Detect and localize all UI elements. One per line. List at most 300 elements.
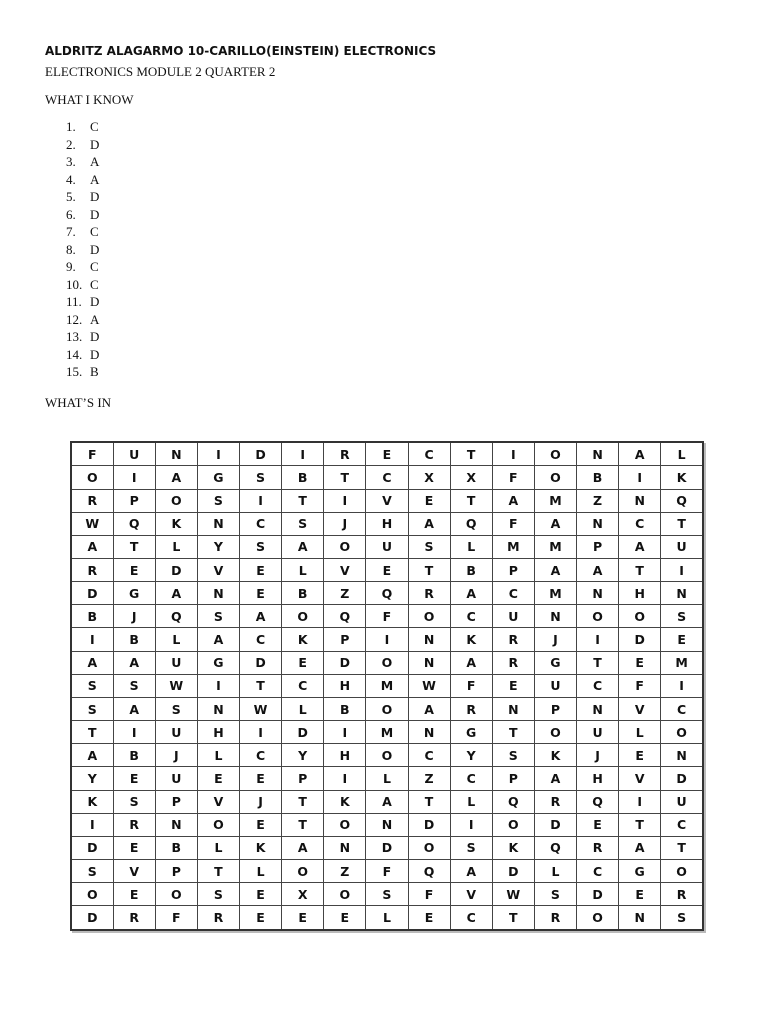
module-title: ELECTRONICS MODULE 2 QUARTER 2 bbox=[45, 64, 276, 79]
grid-cell: C bbox=[240, 628, 282, 651]
grid-row bbox=[71, 883, 703, 906]
grid-cell: U bbox=[155, 767, 197, 790]
grid-cell: C bbox=[240, 744, 282, 767]
grid-cell: R bbox=[71, 559, 113, 582]
grid-cell: B bbox=[577, 466, 619, 489]
grid-cell: S bbox=[408, 535, 450, 558]
grid-cell: O bbox=[324, 883, 366, 906]
grid-cell: L bbox=[197, 744, 239, 767]
grid-cell: P bbox=[324, 628, 366, 651]
grid-cell: F bbox=[492, 512, 534, 535]
grid-cell: E bbox=[240, 883, 282, 906]
answer-item bbox=[66, 311, 99, 329]
grid-cell: C bbox=[408, 744, 450, 767]
answer-number: 1. bbox=[66, 119, 76, 134]
grid-cell: I bbox=[577, 628, 619, 651]
grid-cell: P bbox=[155, 860, 197, 883]
grid-cell: J bbox=[155, 744, 197, 767]
grid-cell: O bbox=[408, 836, 450, 859]
grid-cell: V bbox=[366, 489, 408, 512]
grid-row bbox=[71, 767, 703, 790]
answer-letter: B bbox=[90, 364, 99, 379]
grid-cell: J bbox=[577, 744, 619, 767]
grid-cell: A bbox=[282, 836, 324, 859]
grid-cell: R bbox=[534, 906, 576, 930]
grid-cell: M bbox=[366, 674, 408, 697]
grid-cell: A bbox=[450, 651, 492, 674]
grid-cell: E bbox=[240, 559, 282, 582]
grid-cell: A bbox=[408, 512, 450, 535]
grid-row bbox=[71, 442, 703, 466]
grid-cell: S bbox=[534, 883, 576, 906]
answer-item bbox=[66, 223, 99, 241]
grid-cell: O bbox=[661, 860, 703, 883]
grid-cell: F bbox=[155, 906, 197, 930]
grid-cell: W bbox=[240, 697, 282, 720]
grid-cell: L bbox=[155, 535, 197, 558]
grid-cell: M bbox=[534, 489, 576, 512]
grid-cell: D bbox=[408, 813, 450, 836]
grid-row bbox=[71, 836, 703, 859]
grid-cell: Y bbox=[450, 744, 492, 767]
grid-cell: N bbox=[534, 605, 576, 628]
grid-cell: I bbox=[324, 767, 366, 790]
grid-cell: Q bbox=[113, 512, 155, 535]
grid-cell: F bbox=[366, 605, 408, 628]
grid-cell: Q bbox=[661, 489, 703, 512]
grid-row bbox=[71, 512, 703, 535]
grid-cell: C bbox=[619, 512, 661, 535]
grid-cell: U bbox=[366, 535, 408, 558]
grid-cell: O bbox=[197, 813, 239, 836]
grid-cell: T bbox=[71, 721, 113, 744]
grid-cell: A bbox=[450, 860, 492, 883]
grid-cell: A bbox=[71, 535, 113, 558]
grid-cell: T bbox=[408, 790, 450, 813]
grid-cell: A bbox=[450, 582, 492, 605]
grid-cell: A bbox=[534, 767, 576, 790]
grid-row bbox=[71, 559, 703, 582]
grid-cell: G bbox=[534, 651, 576, 674]
grid-cell: A bbox=[619, 535, 661, 558]
grid-cell: P bbox=[534, 697, 576, 720]
grid-row bbox=[71, 489, 703, 512]
grid-cell: P bbox=[113, 489, 155, 512]
grid-cell: R bbox=[113, 813, 155, 836]
grid-row bbox=[71, 906, 703, 930]
grid-cell: B bbox=[324, 697, 366, 720]
grid-cell: E bbox=[240, 906, 282, 930]
grid-cell: A bbox=[619, 836, 661, 859]
grid-cell: A bbox=[577, 559, 619, 582]
grid-cell: O bbox=[71, 466, 113, 489]
grid-cell: U bbox=[492, 605, 534, 628]
grid-cell: R bbox=[492, 628, 534, 651]
grid-cell: I bbox=[619, 790, 661, 813]
grid-cell: N bbox=[155, 442, 197, 466]
grid-cell: K bbox=[661, 466, 703, 489]
grid-cell: S bbox=[71, 860, 113, 883]
grid-cell: D bbox=[619, 628, 661, 651]
grid-cell: W bbox=[71, 512, 113, 535]
grid-cell: Q bbox=[408, 860, 450, 883]
grid-cell: E bbox=[240, 582, 282, 605]
grid-cell: D bbox=[282, 721, 324, 744]
grid-cell: S bbox=[240, 535, 282, 558]
grid-cell: U bbox=[113, 442, 155, 466]
grid-cell: N bbox=[324, 836, 366, 859]
grid-cell: T bbox=[492, 906, 534, 930]
answer-letter: D bbox=[90, 189, 100, 204]
grid-cell: E bbox=[408, 489, 450, 512]
grid-cell: K bbox=[282, 628, 324, 651]
grid-cell: A bbox=[155, 466, 197, 489]
grid-cell: A bbox=[113, 651, 155, 674]
grid-cell: M bbox=[366, 721, 408, 744]
grid-cell: K bbox=[324, 790, 366, 813]
grid-cell: V bbox=[450, 883, 492, 906]
grid-cell: S bbox=[71, 697, 113, 720]
grid-cell: U bbox=[534, 674, 576, 697]
grid-cell: O bbox=[577, 605, 619, 628]
grid-cell: Q bbox=[534, 836, 576, 859]
grid-cell: T bbox=[113, 535, 155, 558]
grid-row bbox=[71, 651, 703, 674]
answer-item bbox=[66, 258, 99, 276]
grid-cell: N bbox=[577, 697, 619, 720]
grid-cell: O bbox=[282, 605, 324, 628]
answer-letter: C bbox=[90, 259, 99, 274]
grid-cell: C bbox=[661, 697, 703, 720]
grid-cell: A bbox=[282, 535, 324, 558]
grid-cell: O bbox=[324, 535, 366, 558]
grid-cell: O bbox=[408, 605, 450, 628]
grid-cell: H bbox=[197, 721, 239, 744]
what-i-know-heading: WHAT I KNOW bbox=[45, 92, 134, 107]
grid-cell: K bbox=[71, 790, 113, 813]
grid-cell: D bbox=[366, 836, 408, 859]
grid-cell: N bbox=[661, 744, 703, 767]
grid-cell: C bbox=[492, 582, 534, 605]
grid-cell: C bbox=[282, 674, 324, 697]
grid-cell: D bbox=[577, 883, 619, 906]
grid-cell: A bbox=[366, 790, 408, 813]
grid-cell: A bbox=[534, 559, 576, 582]
grid-cell: T bbox=[282, 790, 324, 813]
grid-cell: I bbox=[661, 674, 703, 697]
grid-cell: X bbox=[408, 466, 450, 489]
answer-number: 3. bbox=[66, 154, 76, 169]
grid-cell: B bbox=[282, 466, 324, 489]
answer-number: 11. bbox=[66, 294, 82, 309]
grid-cell: J bbox=[324, 512, 366, 535]
grid-row bbox=[71, 535, 703, 558]
grid-cell: L bbox=[366, 767, 408, 790]
grid-cell: I bbox=[619, 466, 661, 489]
grid-cell: R bbox=[324, 442, 366, 466]
answer-number: 15. bbox=[66, 364, 83, 379]
grid-cell: I bbox=[71, 628, 113, 651]
grid-cell: I bbox=[324, 721, 366, 744]
grid-cell: C bbox=[577, 674, 619, 697]
grid-cell: Q bbox=[577, 790, 619, 813]
word-search-puzzle bbox=[70, 441, 704, 931]
grid-cell: R bbox=[661, 883, 703, 906]
grid-cell: S bbox=[113, 674, 155, 697]
word-search-grid bbox=[70, 441, 704, 931]
grid-cell: Q bbox=[155, 605, 197, 628]
grid-cell: Y bbox=[197, 535, 239, 558]
grid-cell: I bbox=[282, 442, 324, 466]
answer-item bbox=[66, 136, 99, 154]
grid-cell: B bbox=[113, 628, 155, 651]
answer-number: 4. bbox=[66, 171, 76, 187]
grid-cell: F bbox=[71, 442, 113, 466]
grid-cell: I bbox=[113, 721, 155, 744]
grid-cell: Y bbox=[71, 767, 113, 790]
grid-cell: C bbox=[408, 442, 450, 466]
grid-cell: O bbox=[577, 906, 619, 930]
grid-cell: E bbox=[408, 906, 450, 930]
grid-cell: C bbox=[450, 906, 492, 930]
grid-cell: H bbox=[577, 767, 619, 790]
grid-cell: I bbox=[324, 489, 366, 512]
grid-cell: B bbox=[113, 744, 155, 767]
grid-cell: V bbox=[197, 559, 239, 582]
grid-cell: U bbox=[661, 535, 703, 558]
grid-cell: G bbox=[197, 651, 239, 674]
grid-cell: O bbox=[366, 651, 408, 674]
grid-cell: T bbox=[492, 721, 534, 744]
grid-cell: Q bbox=[366, 582, 408, 605]
grid-cell: B bbox=[155, 836, 197, 859]
grid-cell: B bbox=[71, 605, 113, 628]
grid-cell: R bbox=[450, 697, 492, 720]
answer-letter: D bbox=[90, 329, 100, 344]
grid-cell: N bbox=[577, 582, 619, 605]
grid-cell: D bbox=[71, 582, 113, 605]
answer-number: 8. bbox=[66, 241, 76, 257]
grid-cell: A bbox=[71, 651, 113, 674]
grid-cell: S bbox=[197, 605, 239, 628]
grid-cell: E bbox=[113, 883, 155, 906]
grid-cell: L bbox=[450, 535, 492, 558]
grid-cell: R bbox=[534, 790, 576, 813]
grid-cell: D bbox=[324, 651, 366, 674]
grid-cell: O bbox=[619, 605, 661, 628]
grid-cell: E bbox=[282, 906, 324, 930]
grid-cell: T bbox=[661, 512, 703, 535]
grid-cell: T bbox=[577, 651, 619, 674]
grid-cell: A bbox=[408, 697, 450, 720]
grid-cell: N bbox=[619, 906, 661, 930]
grid-cell: X bbox=[282, 883, 324, 906]
answer-item bbox=[66, 293, 99, 311]
answer-item bbox=[66, 346, 99, 364]
grid-cell: P bbox=[282, 767, 324, 790]
grid-cell: P bbox=[492, 767, 534, 790]
grid-cell: E bbox=[492, 674, 534, 697]
grid-cell: L bbox=[534, 860, 576, 883]
grid-cell: E bbox=[366, 442, 408, 466]
grid-cell: R bbox=[197, 906, 239, 930]
answer-letter: D bbox=[90, 241, 100, 257]
grid-cell: L bbox=[197, 836, 239, 859]
grid-cell: I bbox=[71, 813, 113, 836]
answer-number: 13. bbox=[66, 329, 83, 344]
answer-letter: D bbox=[90, 136, 100, 152]
grid-cell: G bbox=[113, 582, 155, 605]
grid-cell: F bbox=[408, 883, 450, 906]
grid-cell: X bbox=[450, 466, 492, 489]
grid-cell: Q bbox=[492, 790, 534, 813]
grid-cell: T bbox=[619, 559, 661, 582]
grid-cell: B bbox=[450, 559, 492, 582]
grid-cell: E bbox=[619, 883, 661, 906]
answer-number: 10. bbox=[66, 276, 83, 292]
answer-letter: D bbox=[90, 294, 100, 309]
grid-cell: I bbox=[366, 628, 408, 651]
grid-row bbox=[71, 466, 703, 489]
grid-cell: E bbox=[661, 628, 703, 651]
grid-cell: A bbox=[492, 489, 534, 512]
grid-cell: L bbox=[661, 442, 703, 466]
grid-cell: R bbox=[113, 906, 155, 930]
grid-cell: N bbox=[492, 697, 534, 720]
grid-cell: G bbox=[619, 860, 661, 883]
grid-cell: K bbox=[450, 628, 492, 651]
answer-letter: A bbox=[90, 171, 100, 187]
grid-cell: U bbox=[577, 721, 619, 744]
grid-cell: R bbox=[71, 489, 113, 512]
answer-item bbox=[66, 118, 99, 136]
grid-cell: N bbox=[619, 489, 661, 512]
grid-cell: A bbox=[113, 697, 155, 720]
grid-cell: O bbox=[155, 883, 197, 906]
grid-cell: T bbox=[282, 813, 324, 836]
grid-cell: O bbox=[534, 442, 576, 466]
grid-cell: S bbox=[661, 906, 703, 930]
grid-row bbox=[71, 697, 703, 720]
grid-cell: K bbox=[534, 744, 576, 767]
grid-cell: E bbox=[619, 744, 661, 767]
grid-cell: T bbox=[282, 489, 324, 512]
grid-cell: M bbox=[534, 535, 576, 558]
grid-cell: I bbox=[240, 721, 282, 744]
grid-cell: N bbox=[408, 651, 450, 674]
grid-cell: C bbox=[577, 860, 619, 883]
grid-cell: V bbox=[113, 860, 155, 883]
grid-cell: Q bbox=[450, 512, 492, 535]
student-name-line: ALDRITZ ALAGARMO 10-CARILLO(EINSTEIN) ELECTRONICS bbox=[45, 44, 437, 58]
grid-cell: L bbox=[450, 790, 492, 813]
grid-cell: K bbox=[492, 836, 534, 859]
grid-row bbox=[71, 628, 703, 651]
grid-cell: J bbox=[240, 790, 282, 813]
answer-letter: A bbox=[90, 154, 100, 169]
grid-cell: I bbox=[661, 559, 703, 582]
grid-cell: D bbox=[240, 651, 282, 674]
grid-cell: M bbox=[661, 651, 703, 674]
grid-cell: I bbox=[197, 674, 239, 697]
grid-cell: P bbox=[155, 790, 197, 813]
grid-cell: S bbox=[113, 790, 155, 813]
answer-list bbox=[66, 118, 99, 381]
grid-cell: S bbox=[282, 512, 324, 535]
grid-cell: O bbox=[492, 813, 534, 836]
grid-cell: D bbox=[534, 813, 576, 836]
grid-cell: H bbox=[366, 512, 408, 535]
answer-item bbox=[66, 328, 99, 346]
grid-cell: T bbox=[450, 489, 492, 512]
grid-cell: L bbox=[619, 721, 661, 744]
grid-cell: Q bbox=[324, 605, 366, 628]
grid-cell: U bbox=[661, 790, 703, 813]
grid-cell: Y bbox=[282, 744, 324, 767]
grid-cell: K bbox=[240, 836, 282, 859]
grid-cell: F bbox=[366, 860, 408, 883]
answer-number: 14. bbox=[66, 346, 83, 362]
grid-row bbox=[71, 813, 703, 836]
grid-cell: D bbox=[71, 906, 113, 930]
grid-cell: H bbox=[619, 582, 661, 605]
grid-cell: S bbox=[661, 605, 703, 628]
grid-cell: O bbox=[71, 883, 113, 906]
answer-letter: C bbox=[90, 119, 99, 134]
grid-cell: S bbox=[240, 466, 282, 489]
grid-cell: O bbox=[534, 721, 576, 744]
grid-cell: B bbox=[282, 582, 324, 605]
grid-cell: S bbox=[197, 489, 239, 512]
grid-cell: I bbox=[197, 442, 239, 466]
grid-cell: A bbox=[534, 512, 576, 535]
grid-cell: A bbox=[197, 628, 239, 651]
answer-letter: D bbox=[90, 346, 100, 362]
grid-cell: L bbox=[282, 697, 324, 720]
grid-row bbox=[71, 605, 703, 628]
grid-cell: D bbox=[492, 860, 534, 883]
grid-cell: D bbox=[661, 767, 703, 790]
grid-cell: N bbox=[366, 813, 408, 836]
grid-cell: A bbox=[71, 744, 113, 767]
grid-cell: H bbox=[324, 744, 366, 767]
grid-cell: V bbox=[619, 697, 661, 720]
grid-cell: E bbox=[619, 651, 661, 674]
grid-cell: L bbox=[366, 906, 408, 930]
grid-cell: C bbox=[450, 605, 492, 628]
grid-cell: R bbox=[577, 836, 619, 859]
answer-letter: D bbox=[90, 206, 100, 222]
grid-row bbox=[71, 790, 703, 813]
answer-letter: A bbox=[90, 311, 100, 327]
answer-item bbox=[66, 241, 99, 259]
grid-cell: E bbox=[577, 813, 619, 836]
grid-cell: N bbox=[197, 512, 239, 535]
grid-cell: C bbox=[240, 512, 282, 535]
grid-cell: D bbox=[240, 442, 282, 466]
grid-cell: U bbox=[155, 721, 197, 744]
grid-cell: Z bbox=[324, 582, 366, 605]
grid-cell: L bbox=[282, 559, 324, 582]
grid-cell: C bbox=[661, 813, 703, 836]
grid-cell: T bbox=[619, 813, 661, 836]
answer-number: 2. bbox=[66, 136, 76, 152]
grid-cell: N bbox=[661, 582, 703, 605]
grid-cell: N bbox=[197, 697, 239, 720]
grid-cell: O bbox=[366, 744, 408, 767]
grid-cell: J bbox=[113, 605, 155, 628]
grid-cell: N bbox=[577, 512, 619, 535]
